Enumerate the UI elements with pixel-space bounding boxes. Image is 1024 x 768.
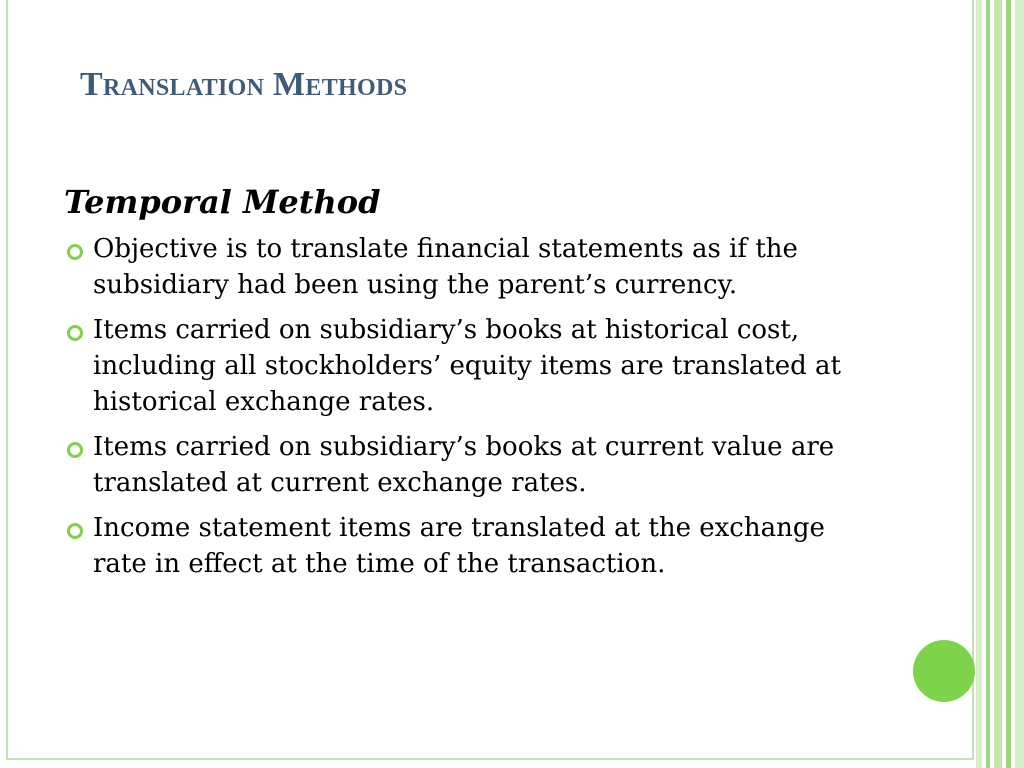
bullet-text: Items carried on subsidiary’s books at historical cost, including all stockholders’ equity items are translated at historical exchange rates. (93, 314, 841, 417)
hollow-circle-bullet-icon (67, 442, 83, 458)
section-subheading: Temporal Method (64, 183, 381, 221)
slide-content (64, 184, 864, 591)
bullet-item (64, 510, 864, 582)
stripe (986, 0, 990, 768)
bullet-list (64, 231, 864, 582)
slide-title: Translation Methods (80, 66, 408, 103)
bullet-text: Objective is to translate financial statements as if the subsidiary had been using the parent’s currency. (93, 233, 798, 300)
bullet-text: Items carried on subsidiary’s books at current value are translated at current exchange rates. (93, 431, 835, 498)
hollow-circle-bullet-icon (67, 523, 83, 539)
hollow-circle-bullet-icon (67, 325, 83, 341)
stripe (1015, 0, 1024, 768)
stripe (994, 0, 1002, 768)
bullet-text: Income statement items are translated at the exchange rate in effect at the time of the transaction. (93, 512, 825, 579)
bullet-item (64, 231, 864, 303)
stripe (1006, 0, 1011, 768)
green-circle-ornament (913, 640, 975, 702)
bullet-item (64, 312, 864, 420)
right-border-stripes (976, 0, 1024, 768)
hollow-circle-bullet-icon (67, 244, 83, 260)
stripe (976, 0, 982, 768)
bullet-item (64, 429, 864, 501)
